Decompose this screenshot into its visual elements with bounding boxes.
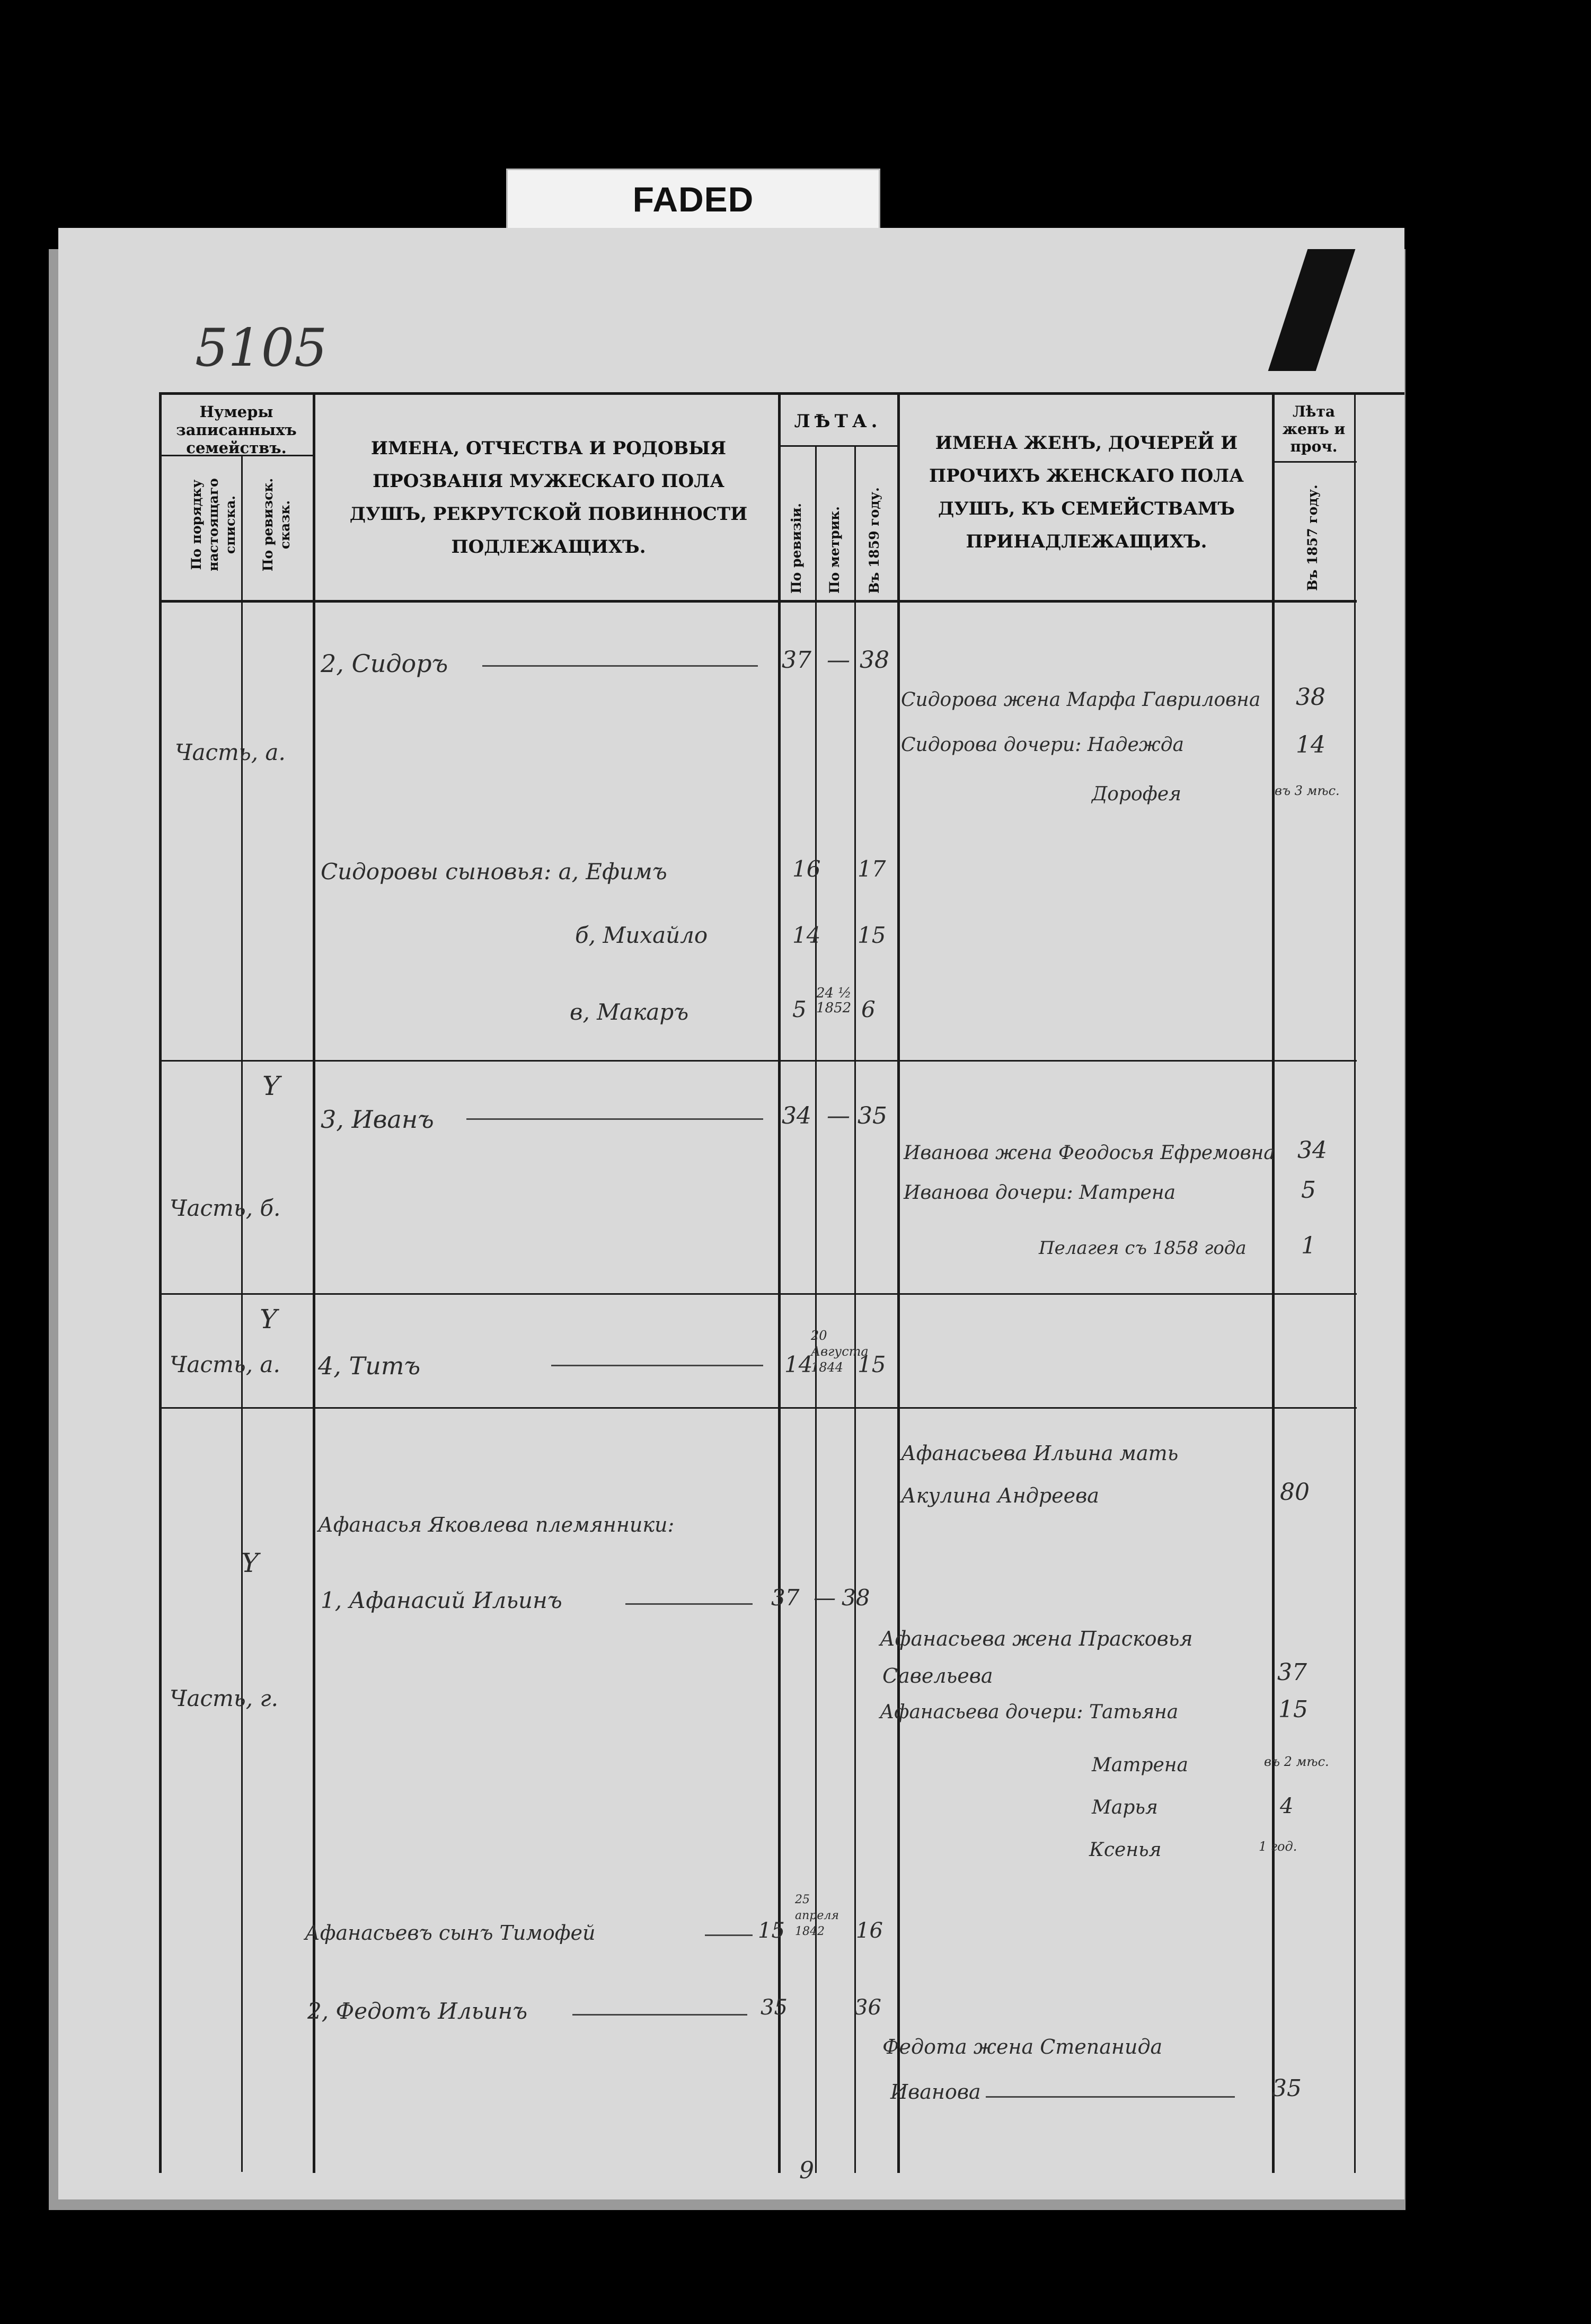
faded-document-stamp: FADED [506, 169, 880, 230]
female-age: въ 3 мѣс. [1275, 783, 1340, 798]
male-names-header: ИМЕНА, ОТЧЕСТВА И РОДОВЫЯ ПРОЗВАНІЯ МУЖЕСКАГО ПОЛА ДУШЪ, РЕКРУТСКОЙ ПОВИННОСТИ ПОДЛЕЖАЩИХЪ. [349, 438, 748, 558]
male-name: Сидоровы сыновья: а, Ефимъ [321, 859, 667, 885]
female-age: 1 [1301, 1232, 1316, 1259]
leader-dash [572, 2014, 747, 2016]
families-title: Нумеры записанныхъ семействъ. [176, 403, 297, 457]
female-age: 14 [1296, 731, 1325, 758]
female-names-header: ИМЕНА ЖЕНЪ, ДОЧЕРЕЙ И ПРОЧИХЪ ЖЕНСКАГО ПОЛА ДУШЪ, КЪ СЕМЕЙСТВАМЪ ПРИНАДЛЕЖАЩИХЪ. [929, 432, 1244, 552]
age-year: 16 [856, 1919, 883, 1943]
female-age: 37 [1277, 1659, 1307, 1686]
age-year: 17 [858, 856, 886, 882]
female-age: 38 [1296, 684, 1325, 711]
age-year: 35 [858, 1102, 887, 1129]
male-name: б, Михайло [575, 922, 708, 948]
col-current-list-header: По порядку настоящаго списка. [189, 478, 238, 571]
leader-dash [466, 1118, 763, 1120]
age-metric: — [827, 1102, 850, 1129]
male-name: 1, Афанасий Ильинъ [321, 1587, 562, 1613]
female-name: Матрена [1092, 1754, 1188, 1776]
female-name: Акулина Андреева [901, 1484, 1099, 1507]
leader-dash [986, 2096, 1235, 2098]
female-name: Пелагея съ 1858 года [1039, 1238, 1247, 1259]
age-year: 15 [858, 1351, 886, 1377]
col-by-revision-header: По ревизіи. [789, 503, 804, 594]
male-name: 2, Сидоръ [321, 649, 448, 678]
female-age: 35 [1272, 2075, 1302, 2102]
family-part: Часть, а. [175, 739, 286, 765]
age-revision: 35 [761, 1995, 788, 2020]
col-in-year-header: Въ 1859 году. [867, 487, 882, 594]
female-name: Федота жена Степанида [882, 2035, 1163, 2058]
female-name: Афанасьева дочери: Татьяна [880, 1701, 1179, 1723]
check-mark: Y [260, 1304, 278, 1335]
age-year: 15 [858, 922, 886, 948]
age-metric: 25 апреля 1842 [795, 1893, 839, 1938]
female-name: Сидорова дочери: Надежда [901, 734, 1184, 756]
female-name: Марья [1092, 1797, 1158, 1818]
age-year: 6 [861, 996, 876, 1022]
age-year: 36 [854, 1995, 881, 2020]
leader-dash [482, 665, 758, 667]
years-header: ЛѢТА. [794, 411, 882, 432]
female-age: 4 [1280, 1794, 1294, 1818]
folio-number: 5105 [195, 318, 328, 378]
age-revision: 37 [771, 1585, 800, 1611]
female-name: Иванова дочери: Матрена [904, 1182, 1176, 1204]
age-revision: 37 [782, 647, 811, 674]
family-part: Часть, а. [170, 1351, 280, 1377]
family-part: Часть, г. [170, 1685, 278, 1711]
female-name: Ксенья [1089, 1839, 1162, 1861]
female-years-title: Лѣта женъ и проч. [1282, 403, 1346, 455]
female-name: Сидорова жена Марфа Гавриловна [901, 689, 1261, 711]
male-name: 3, Иванъ [321, 1105, 434, 1134]
female-name: Дорофея [1092, 783, 1181, 805]
age-year: 38 [842, 1585, 870, 1611]
female-age: 34 [1297, 1137, 1327, 1164]
section-heading: Афанасья Яковлева племянники: [318, 1513, 675, 1536]
age-revision: 16 [792, 856, 821, 882]
female-years-col-header: Въ 1857 году. [1305, 484, 1320, 591]
col-by-metric-header: По метрик. [827, 506, 842, 594]
female-age: въ 2 мѣс. [1264, 1754, 1329, 1769]
age-metric: — [814, 1585, 836, 1611]
female-name: Иванова жена Феодосья Ефремовна [904, 1142, 1275, 1164]
female-age: 80 [1280, 1479, 1310, 1506]
age-year: 38 [860, 647, 889, 674]
leader-dash [705, 1934, 753, 1936]
age-revision: 34 [782, 1102, 811, 1129]
male-name: Афанасьевъ сынъ Тимофей [305, 1921, 596, 1945]
check-mark: Y [262, 1071, 280, 1101]
female-name: Савельева [882, 1664, 993, 1687]
family-part: Часть, б. [170, 1195, 281, 1221]
age-metric: — [827, 647, 850, 674]
page-number: 9 [799, 2157, 814, 2184]
female-name: Афанасьева жена Прасковья [880, 1627, 1193, 1650]
col-revision-tale-header: По ревизск. сказк. [260, 478, 293, 572]
female-name: Иванова [890, 2080, 981, 2104]
male-name: 2, Федотъ Ильинъ [307, 1998, 528, 2024]
female-name: Афанасьева Ильина мать [901, 1442, 1179, 1465]
female-age: 15 [1278, 1696, 1308, 1723]
age-revision: 15 [758, 1919, 785, 1943]
male-name: в, Макаръ [570, 999, 689, 1025]
male-name: 4, Титъ [318, 1351, 421, 1380]
leader-dash [551, 1365, 763, 1366]
leader-dash [625, 1603, 753, 1605]
age-revision: 14 [784, 1351, 813, 1377]
female-age: 5 [1301, 1177, 1316, 1204]
age-metric: 24 ½ 1852 [816, 985, 852, 1016]
age-revision: 5 [792, 996, 807, 1022]
female-age: 1 год. [1259, 1839, 1297, 1854]
check-mark: Y [241, 1548, 259, 1578]
age-metric: 20 Августа 1844 [811, 1328, 869, 1375]
age-revision: 14 [792, 922, 821, 948]
